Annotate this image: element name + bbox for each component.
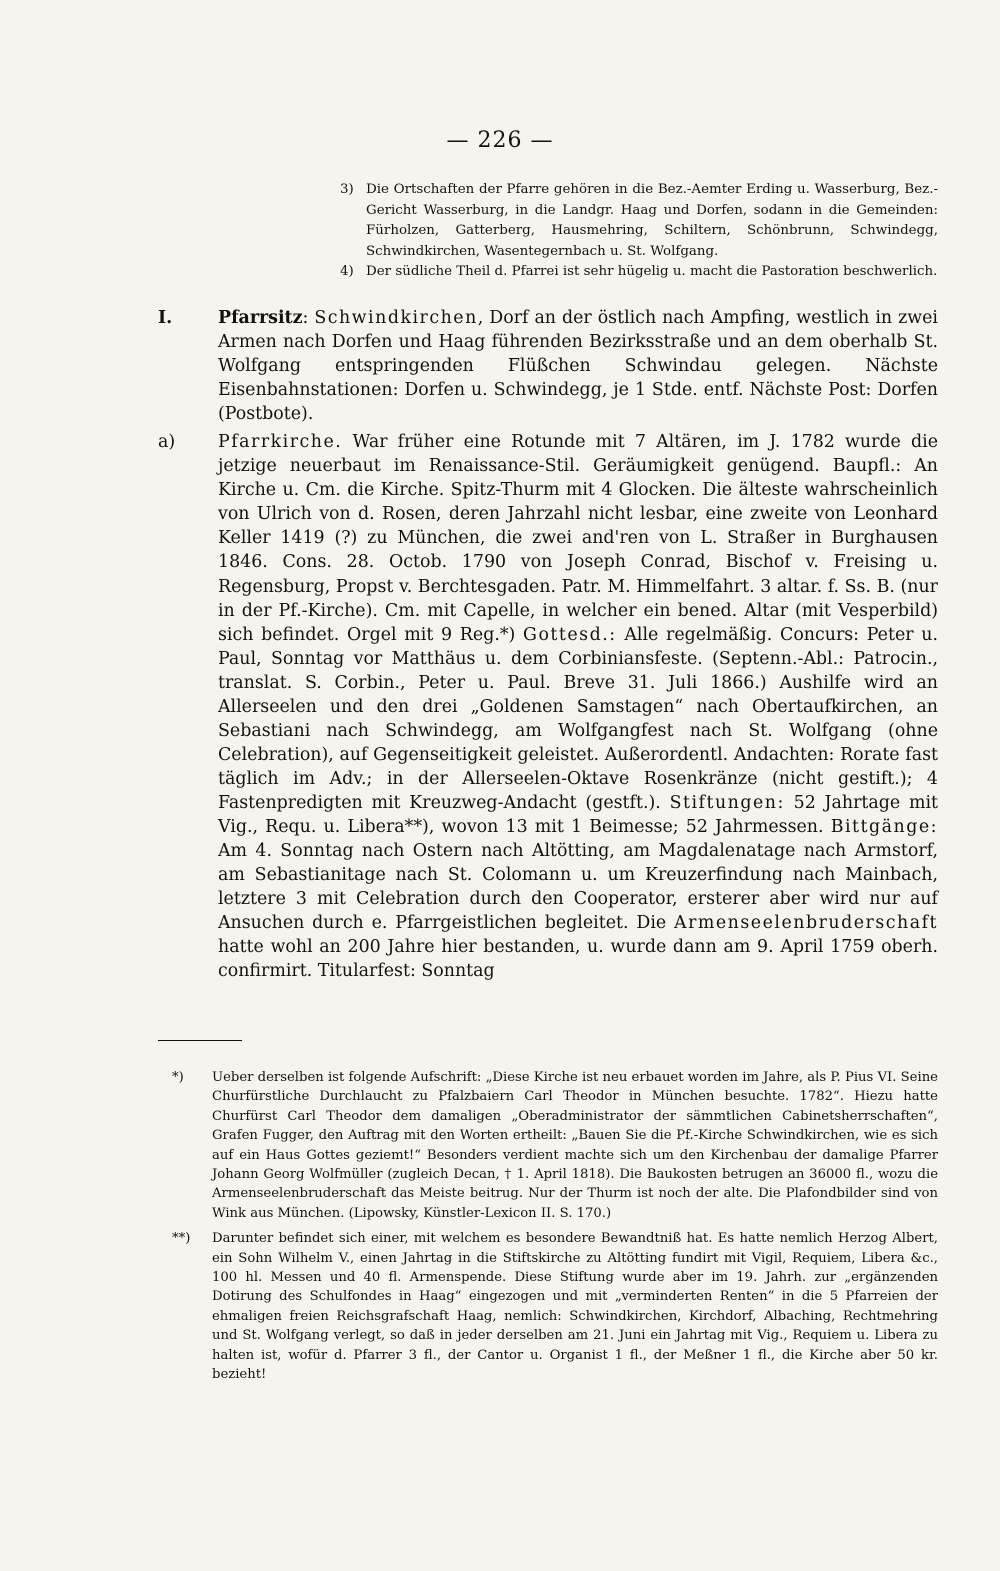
note-3	[340, 180, 938, 262]
footnote-text: Darunter befindet sich einer, mit welchem es besondere Bewandtniß hat. Es hatte nemlich Herzog Albert, ein Sohn Wilhelm V., einen Jahrtag in die Stiftskirche zu Altötting fundirt mit Vigil, Requiem, Libera &c., 100 hl. Messen und 40 fl. Armenspende. Diese Stiftung wurde aber im 19. Jahrh. zur „ergänzenden Dotirung des Schulfondes in Haag“ eingezogen und mit „verminderten Renten“ in die 5 Pfarreien der ehmaligen freien Reichsgrafschaft Haag, nemlich: Schwindkirchen, Kirchdorf, Albaching, Rechtmehring und St. Wolfgang verlegt, so daß in jeder derselben am 21. Juni ein Jahrtag mit Vig., Requiem u. Libera zu halten ist, wofür d. Pfarrer 3 fl., der Cantor u. Organist 1 fl., der Meßner 1 fl., die Kirche aber 50 kr. bezieht!	[212, 1231, 938, 1383]
footnote-1	[172, 1068, 938, 1223]
paragraph-pfarrsitz: I. Pfarrsitz: Schwindkirchen, Dorf an der östlich nach Ampfing, westlich in zwei Armen nach Dorfen und Haag führenden Bezirksstraße und an dem oberhalb St. Wolfgang entspringenden Flüßchen Schwindau gelegen. Nächste Eisenbahnstationen: Dorfen u. Schwindegg, je 1 Stde. entf. Nächste Post: Dorfen (Postbote).	[158, 308, 938, 425]
top-notes	[340, 180, 938, 283]
stiftungen-text: 52 Jahrtage mit Vig., Requ. u. Libera**), wovon 13 mit 1 Beimesse; 52 Jahrmessen.	[218, 792, 938, 837]
footnote-mark: **)	[172, 1231, 191, 1247]
footnote-divider	[158, 1040, 242, 1041]
note-text: Die Ortschaften der Pfarre gehören in die Bez.-Aemter Erding u. Wasserburg, Bez.-Gericht Wasserburg, in die Landgr. Haag und Dorfen, sodann in die Gemeinden: Fürholzen, Gatterberg, Hausmehring, Schiltern, Schönbrunn, Schwindegg, Schwindkirchen, Wasentegernbach u. St. Wolfgang.	[366, 182, 938, 259]
gottesdienst-label: Gottesd.:	[523, 624, 617, 645]
footnotes	[172, 1068, 938, 1391]
subsection-letter: a)	[158, 432, 176, 453]
footnote-2	[172, 1229, 938, 1384]
footnote-text: Ueber derselben ist folgende Aufschrift: „Diese Kirche ist neu erbauet worden im Jahre, als P. Pius VI. Seine Churfürstliche Durchlaucht zu Pfalzbaiern Carl Theodor in München besuchte. 1782“. Hiezu hatte Churfürst Carl Theodor dem damaligen „Oberadministrator der sämmtlichen Cabinetsherrschaften“, Grafen Fugger, den Auftrag mit den Worten ertheilt: „Bauen Sie die Pf.-Kirche Schwindkirchen, wie es sich auf ein Haus Gottes geziemt!“ Besonders verdient machte sich um den Kirchenbau der damalige Pfarrer Johann Georg Wolfmüller (zugleich Decan, † 1. April 1818). Die Baukosten betrugen an 36000 fl., wozu die Armenseelenbruderschaft das Meiste beitrug. Nur der Thurm ist noch der alte. Die Plafondbilder sind von Wink aus München. (Lipowsky, Künstler-Lexicon II. S. 170.)	[212, 1070, 938, 1221]
bruderschaft-label: Armenseelenbruderschaft	[674, 913, 938, 934]
pfarrkirche-text: War früher eine Rotunde mit 7 Altären, im J. 1782 wurde die jetzige neuerbaut im Renaissance-Stil. Geräumigkeit genügend. Baupfl.: An Kirche u. Cm. die Kirche. Spitz-Thurm mit 4 Glocken. Die älteste wahrscheinlich von Ulrich von d. Rosen, deren Jahrzahl nicht lesbar, eine zweite von Leonhard Keller 1419 (?) zu München, die zwei and'ren von L. Straßer in Burghausen 1846. Cons. 28. Octob. 1790 von Joseph Conrad, Bischof v. Freising u. Regensburg, Propst v. Berchtesgaden. Patr. M. Himmelfahrt. 3 altar. f. Ss. B. (nur in der Pf.-Kirche). Cm. mit Capelle, in welcher ein bened. Altar (mit Vesperbild) sich befindet. Orgel mit 9 Reg.*)	[218, 432, 938, 645]
footnote-mark: *)	[172, 1070, 184, 1085]
note-number: 4)	[340, 264, 354, 279]
page-number: — 226 —	[446, 128, 554, 153]
section-number: I.	[158, 308, 173, 328]
main-text	[158, 306, 938, 983]
pfarrsitz-text: , Dorf an der östlich nach Ampfing, westlich in zwei Armen nach Dorfen und Haag führenden Bezirksstraße und an dem oberhalb St. Wolfgang entspringenden Flüßchen Schwindau gelegen. Nächste Eisenbahnstationen: Dorfen u. Schwindegg, je 1 Stde. entf. Nächste Post: Dorfen (Postbote).	[218, 308, 938, 425]
note-4	[340, 262, 938, 283]
bittgaenge-text: Am 4. Sonntag nach Ostern nach Altötting, am Magdalenatage nach Armstorf, am Sebastianitage nach St. Colomann u. um Kreuzerfindung nach Mainbach, letztere 3 mit Celebration durch den Cooperator, ersterer aber wird nur auf Ansuchen durch e. Pfarrgeistlichen begleitet. Die	[218, 841, 938, 934]
bittgaenge-label: Bittgänge:	[830, 816, 938, 837]
pfarrkirche-label: Pfarrkirche.	[218, 432, 343, 453]
note-number: 3)	[340, 182, 354, 197]
paragraph-pfarrkirche	[158, 430, 938, 983]
pfarrsitz-label: Pfarrsitz	[218, 308, 303, 328]
note-text: Der südliche Theil d. Pfarrei ist sehr hügelig u. macht die Pastoration beschwerlich.	[366, 264, 938, 279]
stiftungen-label: Stiftungen:	[669, 792, 785, 813]
place-name: Schwindkirchen	[314, 308, 478, 328]
gottesdienst-text: Alle regelmäßig. Concurs: Peter u. Paul, Sonntag vor Matthäus u. dem Corbiniansfeste. (Septenn.-Abl.: Patrocin., translat. S. Corbin., Peter u. Paul. Breve 31. Juli 1866.) Aushilfe wird an Allerseelen und den drei „Goldenen Samstagen“ nach Obertaufkirchen, an Sebastiani nach Schwindegg, am Wolfgangfest nach St. Wolfgang (ohne Celebration), auf Gegenseitigkeit geleistet. Außerordentl. Andachten: Rorate fast täglich im Adv.; in der Allerseelen-Oktave Rosenkränze (nicht gestift.); 4 Fastenpredigten mit Kreuzweg-Andacht (gestft.).	[218, 624, 938, 813]
bruderschaft-text: hatte wohl an 200 Jahre hier bestanden, u. wurde dann am 9. April 1759 oberh. confirmirt. Titularfest: Sonntag	[218, 937, 938, 982]
